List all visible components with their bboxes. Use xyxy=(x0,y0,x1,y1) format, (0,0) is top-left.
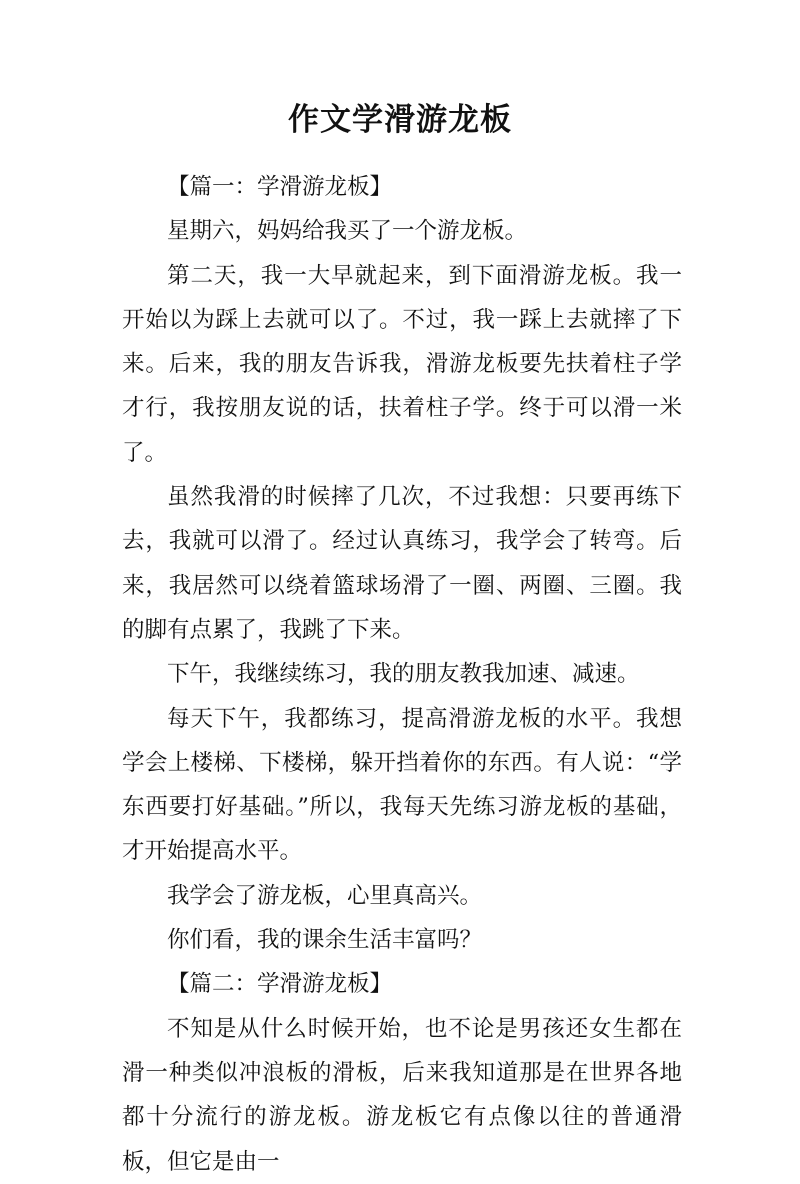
paragraph: 我学会了游龙板，心里真高兴。 xyxy=(167,882,483,909)
paragraph: 虽然我滑的时候摔了几次，不过我想：只要再练下去，我就可以滑了。经过认真练习，我学会了转弯。后来，我居然可以绕着篮球场滑了一圈、两圈、三圈。我的脚有点累了，我跳了下来。 xyxy=(122,484,682,643)
paragraph: 你们看，我的课余生活丰富吗？ xyxy=(167,927,483,954)
document-body xyxy=(122,165,682,1184)
paragraph: 星期六，妈妈给我买了一个游龙板。 xyxy=(167,218,528,245)
document-title: 作文学滑游龙板 xyxy=(288,102,512,138)
paragraph: 下午，我继续练习，我的朋友教我加速、减速。 xyxy=(167,661,640,688)
section-heading-2: 【篇二：学滑游龙板】 xyxy=(167,971,393,998)
section-heading-1: 【篇一：学滑游龙板】 xyxy=(167,174,393,200)
paragraph: 每天下午，我都练习，提高滑游龙板的水平。我想学会上楼梯、下楼梯，躲开挡着你的东西。有人说：“学东西要打好基础。”所以，我每天先练习游龙板的基础，才开始提高水平。 xyxy=(122,705,682,865)
paragraph: 不知是从什么时候开始，也不论是男孩还女生都在滑一种类似冲浪板的滑板，后来我知道那是在世界各地都十分流行的游龙板。游龙板它有点像以往的普通滑板，但它是由一 xyxy=(122,1015,682,1175)
paragraph: 第二天，我一大早就起来，到下面滑游龙板。我一开始以为踩上去就可以了。不过，我一踩上去就摔了下来。后来，我的朋友告诉我，滑游龙板要先扶着柱子学才行，我按朋友说的话，扶着柱子学。终于可以滑一米了。 xyxy=(122,262,682,466)
